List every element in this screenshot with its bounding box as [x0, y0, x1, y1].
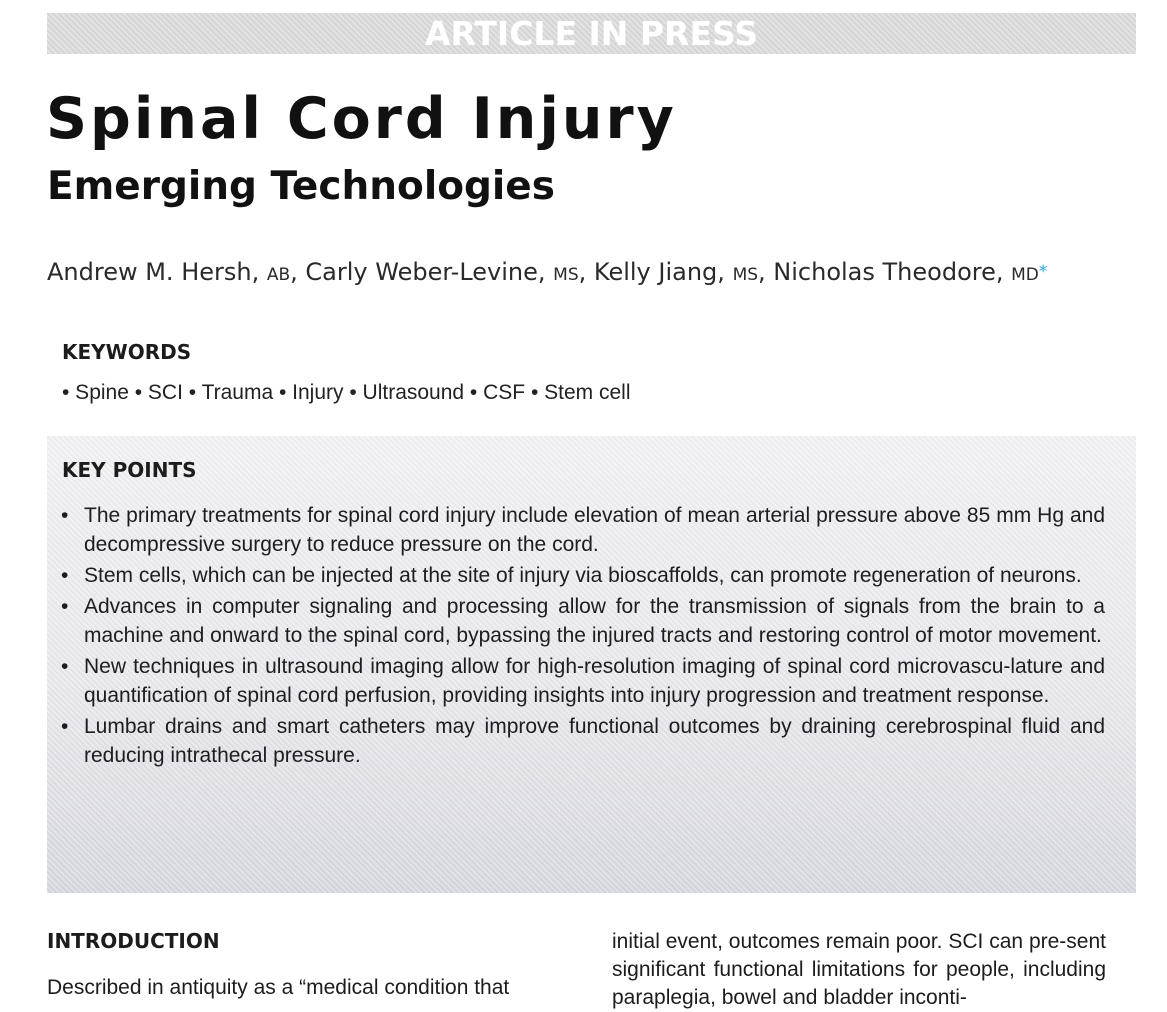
- author-degree: MS: [732, 265, 759, 285]
- key-point-text: Advances in computer signaling and processing allow for the transmission of signals from the brain to a machine and onward to the spinal cord, bypassing the injured tracts and restoring control of motor movement.: [84, 595, 1105, 647]
- author-separator: ,: [758, 258, 774, 286]
- keywords-list: • Spine • SCI • Trauma • Injury • Ultrasound • CSF • Stem cell: [62, 381, 631, 404]
- author-list: [47, 254, 1047, 293]
- corresponding-author-link[interactable]: *: [1038, 262, 1048, 282]
- keywords-heading: KEYWORDS: [62, 340, 192, 364]
- key-points-box: [47, 436, 1136, 893]
- article-subtitle: Emerging Technologies: [47, 164, 555, 209]
- key-point-item: [61, 592, 1105, 650]
- key-point-text: Stem cells, which can be injected at the site of injury via bioscaffolds, can promote regeneration of neurons.: [84, 564, 1082, 587]
- bullet: •: [61, 504, 69, 527]
- bullet: •: [61, 595, 69, 618]
- introduction-column-2-text: initial event, outcomes remain poor. SCI can pre-sent significant functional limitations for people, including paraplegia, bowel and bladder inconti-: [612, 930, 1106, 1009]
- author-name: Carly Weber-Levine,: [305, 258, 546, 286]
- key-points-list: [61, 501, 1105, 772]
- author-degree: MS: [553, 265, 579, 285]
- key-point-item: [61, 501, 1105, 559]
- key-point-text: Lumbar drains and smart catheters may improve functional outcomes by draining cerebrospinal fluid and reducing intrathecal pressure.: [84, 715, 1105, 767]
- author-separator: ,: [290, 258, 306, 286]
- article-title: Spinal Cord Injury: [46, 86, 677, 152]
- bullet: •: [61, 715, 69, 738]
- bullet: •: [61, 564, 69, 587]
- article-in-press-banner: [47, 13, 1136, 54]
- key-point-item: [61, 652, 1105, 710]
- author-name: Andrew M. Hersh,: [47, 258, 260, 286]
- key-points-heading: KEY POINTS: [62, 458, 197, 482]
- key-point-item: [61, 712, 1105, 770]
- key-point-text: New techniques in ultrasound imaging allow for high-resolution imaging of spinal cord microvascu-lature and quantification of spinal cord perfusion, providing insights into injury progression and treatment response.: [84, 655, 1105, 707]
- introduction-heading: INTRODUCTION: [47, 929, 220, 953]
- author-degree: AB: [266, 265, 291, 285]
- bullet: •: [61, 655, 69, 678]
- banner-text: ARTICLE IN PRESS: [424, 14, 759, 53]
- author-separator: ,: [578, 258, 594, 286]
- author-degree: MD: [1011, 265, 1039, 285]
- introduction-column-1-text: Described in antiquity as a “medical condition that: [47, 976, 510, 999]
- key-point-text: The primary treatments for spinal cord injury include elevation of mean arterial pressure above 85 mm Hg and decompressive surgery to reduce pressure on the cord.: [84, 504, 1105, 556]
- author-name: Kelly Jiang,: [593, 258, 725, 286]
- author-name: Nicholas Theodore,: [773, 258, 1004, 286]
- key-point-item: [61, 561, 1105, 590]
